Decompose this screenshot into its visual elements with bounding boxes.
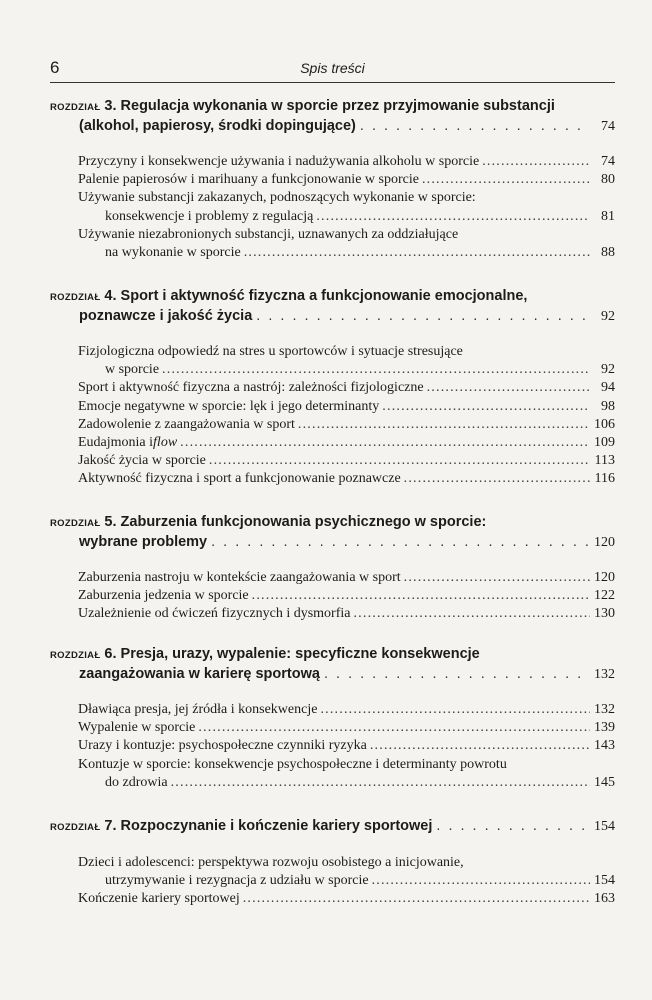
entry-page-number: 163: [594, 891, 615, 907]
entry-title: na wykonanie w sporcie: [105, 245, 241, 261]
toc-entry[interactable]: [78, 226, 615, 262]
toc-entry[interactable]: [78, 343, 615, 379]
chapter-section: [50, 287, 615, 489]
entry-title: Dzieci i adolescenci: perspektywa rozwoju osobistego a inicjowanie,: [78, 855, 464, 870]
toc-entry[interactable]: [78, 737, 615, 755]
entry-title: Zaburzenia nastroju w kontekście zaangażowania w sport: [78, 570, 401, 585]
dot-leader: [360, 117, 589, 136]
dot-leader: [256, 307, 589, 326]
entry-page-number: 143: [594, 738, 615, 754]
entry-title-italic: flow: [153, 435, 178, 451]
entry-title: Urazy i kontuzje: psychospołeczne czynniki ryzyka: [78, 738, 367, 754]
chapter-page-number: 132: [594, 667, 615, 682]
dot-leader: [422, 171, 590, 189]
entry-title: Dławiąca presja, jej źródła i konsekwencje: [78, 702, 318, 717]
entry-title: Jakość życia w sporcie: [78, 453, 206, 469]
chapter-page-number: 74: [601, 119, 615, 134]
chapter-title: 7. Rozpoczynanie i kończenie kariery sportowej: [104, 818, 433, 834]
entry-title: Używanie niezabronionych substancji, uznawanych za oddziałujące: [78, 226, 459, 242]
entry-title: Palenie papierosów i marihuany a funkcjonowanie w sporcie: [78, 172, 419, 188]
entry-page-number: 120: [594, 570, 615, 585]
toc-entry[interactable]: [78, 701, 615, 719]
entry-page-number: 116: [594, 471, 615, 487]
dot-leader: [372, 872, 590, 890]
chapter-section: [50, 645, 615, 792]
chapter-label: ROZDZIAŁ: [50, 822, 101, 833]
entry-title: utrzymywanie i rezygnacja z udziału w sporcie: [105, 873, 369, 889]
chapter-page-number: 120: [594, 535, 615, 550]
dot-leader: [316, 208, 590, 226]
dot-leader: [198, 719, 590, 737]
entry-page-number: 80: [601, 172, 615, 188]
entry-list: [50, 343, 615, 489]
page-number: 6: [50, 58, 60, 77]
entry-title: Fizjologiczna odpowiedź na stres u sportowców i sytuacje stresujące: [78, 344, 463, 359]
chapter-label: ROZDZIAŁ: [50, 650, 101, 661]
entry-title: Kończenie kariery sportowej: [78, 891, 240, 907]
chapter-heading[interactable]: [50, 645, 615, 684]
entry-page-number: 122: [594, 588, 615, 604]
entry-page-number: 145: [594, 774, 615, 790]
entry-title: w sporcie: [105, 362, 160, 378]
entry-page-number: 94: [601, 380, 615, 396]
dot-leader: [320, 701, 590, 719]
toc-entry[interactable]: [78, 569, 615, 587]
dot-leader: [353, 605, 590, 623]
entry-page-number: 92: [601, 362, 615, 378]
entry-title: Sport i aktywność fizyczna a nastrój: zależności fizjologiczne: [78, 380, 424, 396]
running-title: Spis treści: [300, 60, 365, 76]
entry-title: Kontuzje w sporcie: konsekwencje psychospołeczne i determinanty powrotu: [78, 756, 507, 772]
toc-entry[interactable]: [78, 470, 615, 488]
toc-entry[interactable]: [78, 587, 615, 605]
chapter-label: ROZDZIAŁ: [50, 518, 101, 529]
dot-leader: [211, 533, 589, 552]
chapter-title: 6. Presja, urazy, wypalenie: specyficzne konsekwencje: [104, 646, 480, 662]
dot-leader: [482, 153, 590, 171]
dot-leader: [404, 470, 590, 488]
chapter-title: (alkohol, papierosy, środki dopingujące): [79, 118, 356, 134]
dot-leader: [382, 398, 590, 416]
entry-title: do zdrowia: [105, 774, 168, 790]
chapter-page-number: 92: [601, 309, 615, 324]
dot-leader: [171, 774, 590, 792]
toc-entry[interactable]: [78, 398, 615, 416]
running-header: [50, 58, 615, 83]
entry-page-number: 139: [594, 720, 615, 736]
entry-page-number: 81: [601, 208, 615, 224]
toc-entry[interactable]: [78, 890, 615, 908]
toc-entry[interactable]: [78, 756, 615, 792]
chapter-section: [50, 97, 615, 262]
chapter-section: [50, 513, 615, 624]
dot-leader: [370, 737, 590, 755]
dot-leader: [298, 416, 590, 434]
dot-leader: [436, 817, 589, 836]
chapter-page-number: 154: [594, 819, 615, 834]
dot-leader: [252, 587, 590, 605]
entry-title: konsekwencje i problemy z regulacją: [105, 208, 314, 224]
dot-leader: [324, 665, 589, 684]
dot-leader: [162, 361, 590, 379]
entry-title: Aktywność fizyczna i sport a funkcjonowanie poznawcze: [78, 471, 401, 487]
entry-title: Zaburzenia jedzenia w sporcie: [78, 588, 249, 604]
entry-list: [50, 854, 615, 909]
entry-page-number: 106: [594, 416, 615, 432]
entry-page-number: 113: [594, 453, 615, 469]
entry-title: Używanie substancji zakazanych, podnoszących wykonanie w sporcie:: [78, 190, 476, 206]
dot-leader: [244, 244, 590, 262]
entry-page-number: 154: [594, 873, 615, 889]
entry-page-number: 132: [594, 702, 615, 717]
dot-leader: [180, 434, 590, 452]
entry-title: Przyczyny i konsekwencje używania i nadużywania alkoholu w sporcie: [78, 154, 480, 169]
entry-title: Wypalenie w sporcie: [78, 720, 196, 736]
entry-list: [50, 569, 615, 624]
entry-list: [50, 701, 615, 792]
chapter-title: 4. Sport i aktywność fizyczna a funkcjonowanie emocjonalne,: [104, 288, 528, 304]
entry-page-number: 130: [594, 606, 615, 622]
entry-page-number: 109: [594, 435, 615, 451]
toc-entry[interactable]: [78, 153, 615, 171]
chapter-heading[interactable]: [50, 513, 615, 552]
toc-entry[interactable]: [78, 171, 615, 189]
chapter-section: [50, 817, 615, 909]
chapter-title: poznawcze i jakość życia: [79, 308, 253, 324]
toc-entry[interactable]: [78, 189, 615, 225]
chapter-label: ROZDZIAŁ: [50, 102, 101, 113]
dot-leader: [427, 379, 590, 397]
chapter-label: ROZDZIAŁ: [50, 292, 101, 303]
entry-page-number: 74: [601, 154, 615, 169]
toc-entry[interactable]: [78, 719, 615, 737]
entry-list: [50, 153, 615, 262]
entry-title: Eudajmonia i: [78, 435, 154, 451]
toc-entry[interactable]: [78, 434, 615, 452]
toc-entry[interactable]: [78, 854, 615, 890]
chapter-heading[interactable]: [50, 287, 615, 326]
dot-leader: [404, 569, 590, 587]
chapter-heading[interactable]: [50, 817, 615, 837]
toc-entry[interactable]: [78, 452, 615, 470]
dot-leader: [209, 452, 590, 470]
entry-title: Emocje negatywne w sporcie: lęk i jego determinanty: [78, 398, 380, 414]
chapter-heading[interactable]: [50, 97, 615, 136]
entry-page-number: 98: [601, 398, 615, 414]
toc-entry[interactable]: [78, 605, 615, 623]
chapter-title: 5. Zaburzenia funkcjonowania psychicznego w sporcie:: [104, 514, 487, 530]
entry-page-number: 88: [601, 245, 615, 261]
toc-entry[interactable]: [78, 379, 615, 397]
entry-title: Uzależnienie od ćwiczeń fizycznych i dysmorfia: [78, 606, 351, 622]
toc-entry[interactable]: [78, 416, 615, 434]
dot-leader: [243, 890, 590, 908]
chapter-title: 3. Regulacja wykonania w sporcie przez przyjmowanie substancji: [104, 98, 555, 114]
chapter-title: zaangażowania w karierę sportową: [79, 666, 320, 682]
chapter-title: wybrane problemy: [79, 534, 208, 550]
entry-title: Zadowolenie z zaangażowania w sport: [78, 416, 295, 432]
